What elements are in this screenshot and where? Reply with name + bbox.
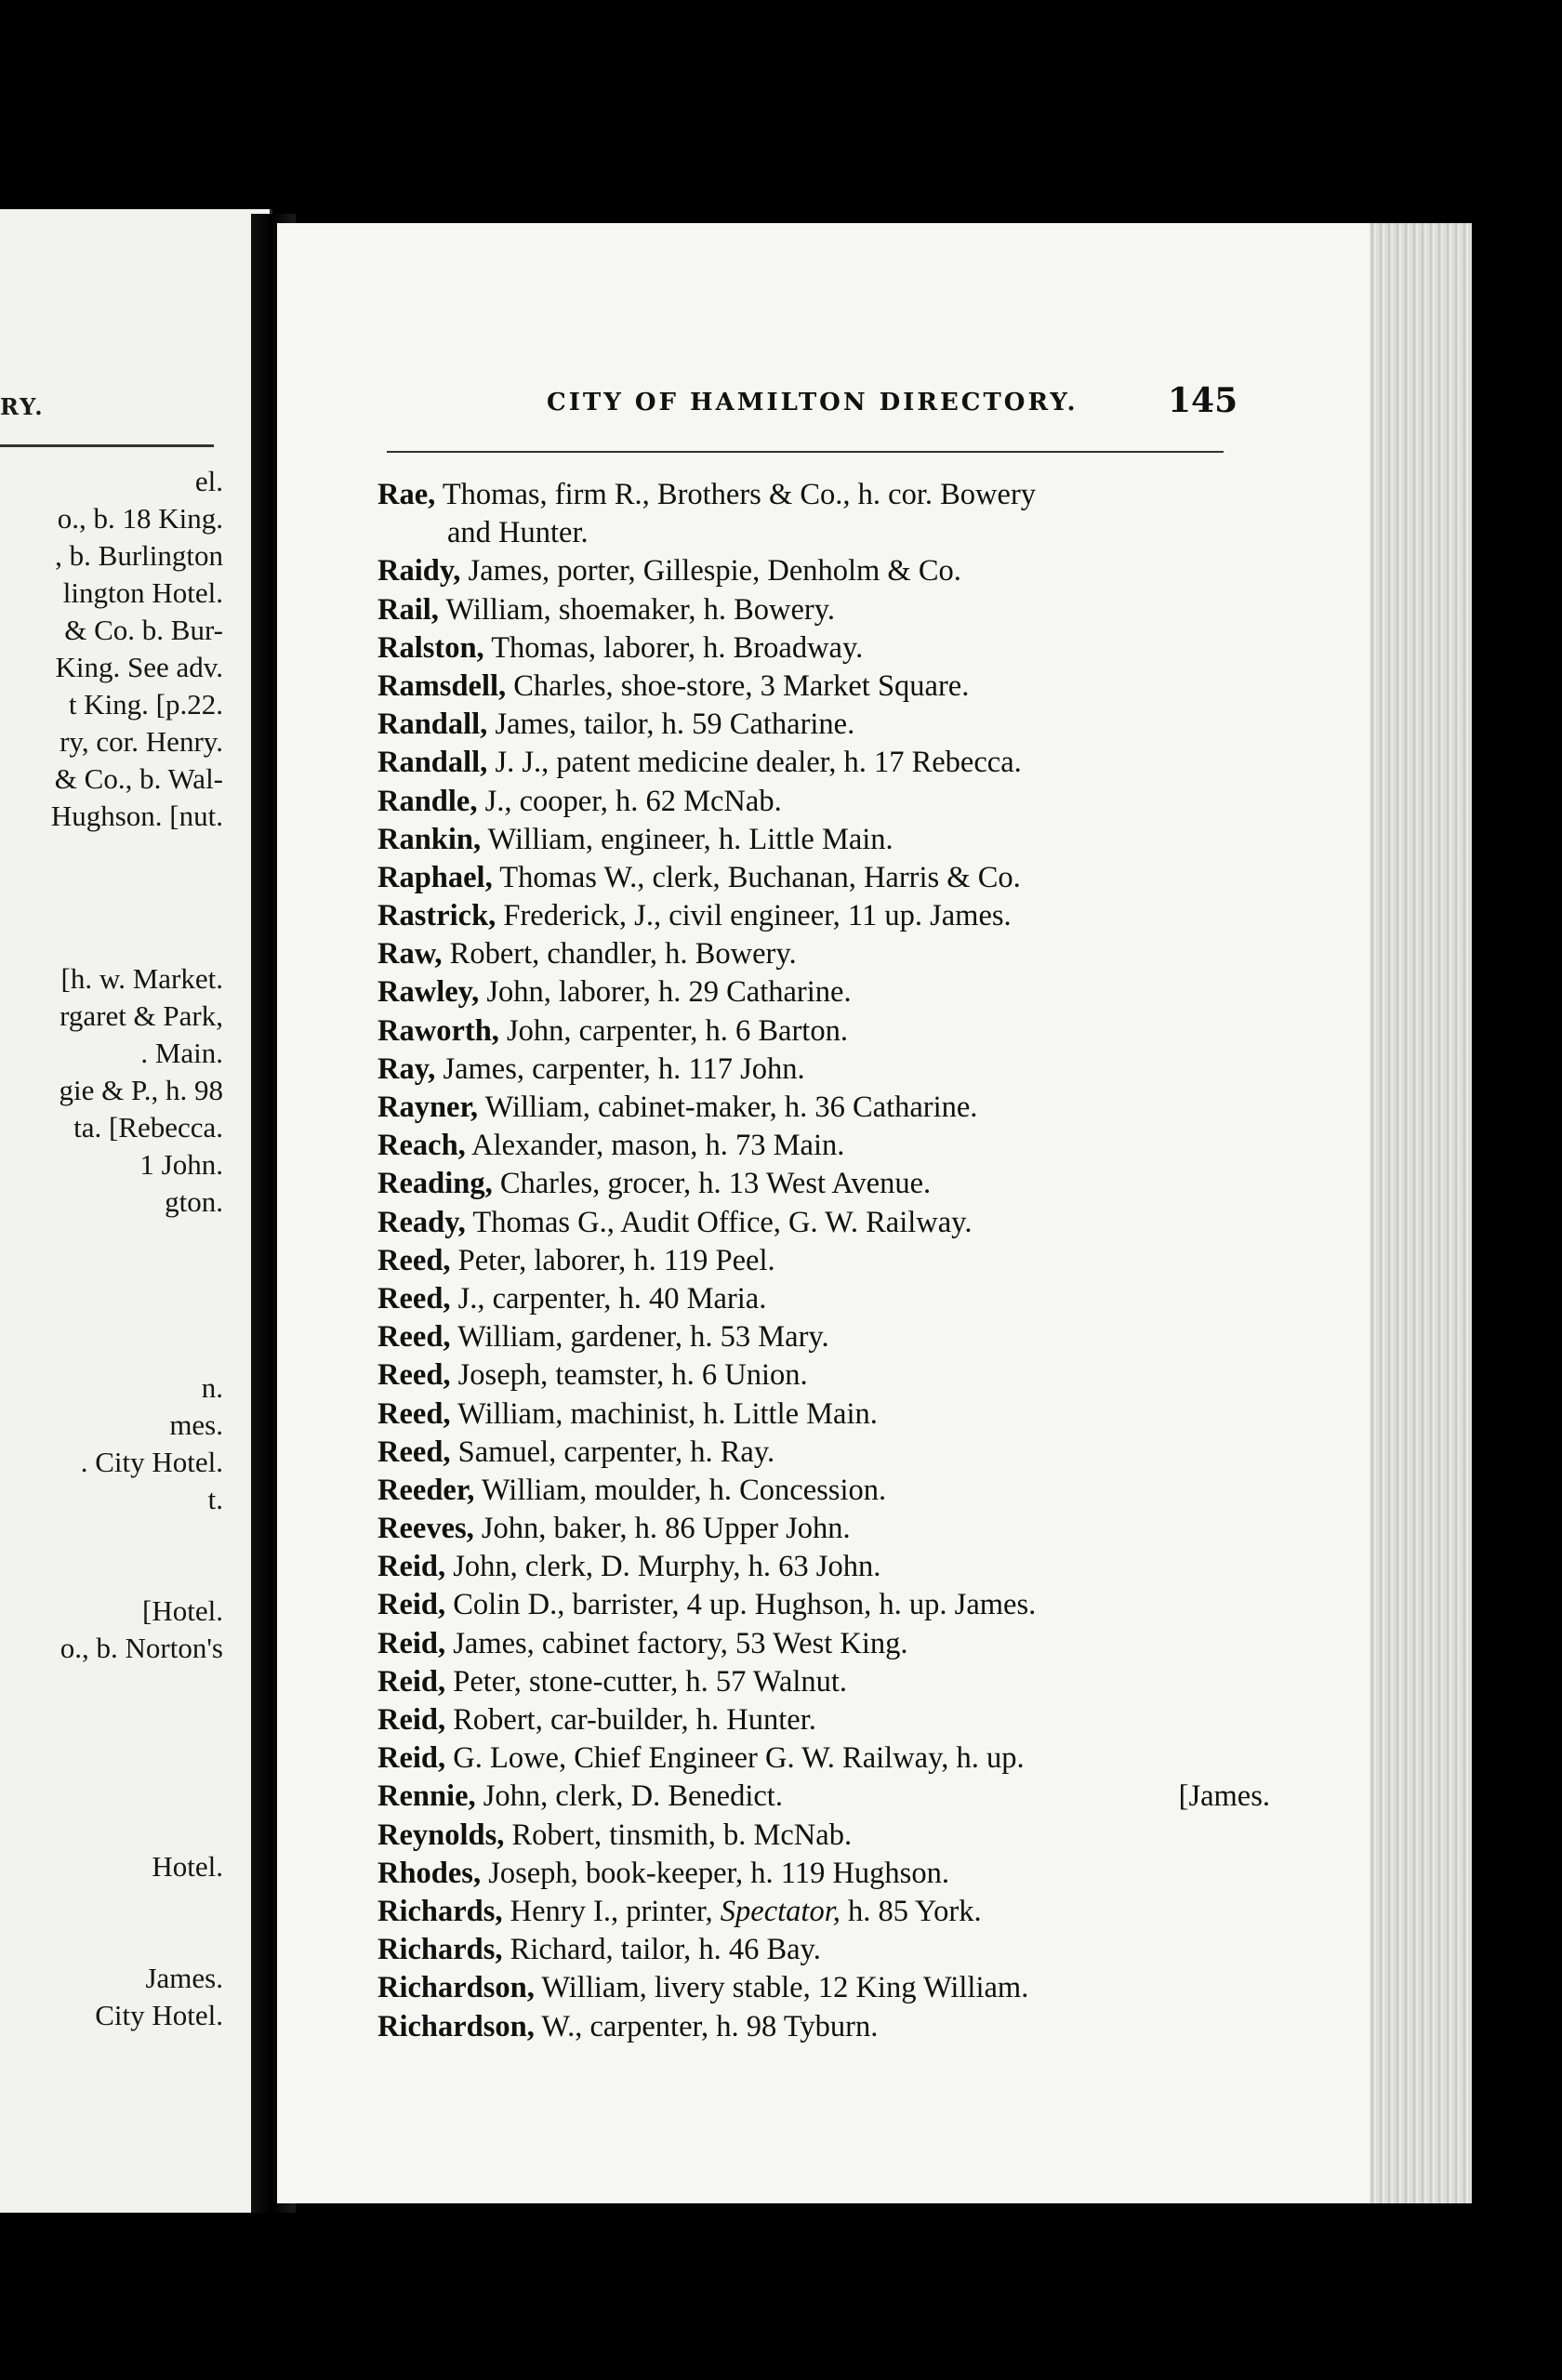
entry-surname: Rae, [377, 478, 436, 511]
entry-details: and Hunter. [447, 516, 589, 550]
directory-entry [377, 821, 1307, 859]
entry-surname: Rawley, [377, 975, 480, 1010]
entry-surname: Ready, [377, 1205, 466, 1239]
facing-page-line: King. See adv. [55, 651, 223, 683]
entry-details: James, carpenter, h. 117 John. [435, 1051, 805, 1086]
entry-details: William, cabinet-maker, h. 36 Catharine. [478, 1091, 978, 1124]
facing-page-line: ta. [Rebecca. [73, 1111, 223, 1144]
entry-surname: Randle, [377, 784, 478, 818]
directory-entries [377, 476, 1307, 2046]
directory-entry [377, 1204, 1307, 1242]
facing-page-line: James. [145, 1962, 223, 1994]
entry-surname: Rennie, [377, 1779, 476, 1814]
directory-entry [377, 859, 1307, 897]
directory-entry [377, 591, 1307, 629]
facing-page-header: RY. [0, 393, 45, 420]
facing-page-line: City Hotel. [95, 1999, 223, 2031]
entry-details: Thomas, firm R., Brothers & Co., h. cor. Bowery [435, 478, 1037, 511]
directory-entry [377, 1586, 1307, 1624]
entry-surname: Raworth, [377, 1013, 499, 1048]
facing-page-line: , b. Burlington [55, 539, 223, 572]
entry-details: John, laborer, h. 29 Catharine. [479, 975, 852, 1010]
entry-details: John, clerk, D. Benedict. [475, 1779, 783, 1814]
entry-details: Henry I., printer, [502, 1894, 721, 1928]
entry-surname: Reed, [377, 1435, 451, 1469]
entry-details: James, tailor, h. 59 Catharine. [487, 707, 855, 742]
directory-entry [377, 1778, 1307, 1816]
entry-surname: Reid, [377, 1703, 446, 1737]
facing-page-line: t King. [p.22. [68, 688, 223, 721]
facing-page-line: [Hotel. [142, 1594, 223, 1627]
directory-entry [377, 514, 1307, 552]
facing-page-line: Hotel. [152, 1850, 223, 1883]
entry-surname: Richards, [377, 1933, 503, 1967]
header-rule [387, 451, 1224, 453]
facing-page-line: gie & P., h. 98 [59, 1074, 223, 1106]
entry-turnover: [James. [1178, 1779, 1270, 1814]
entry-surname: Rayner, [377, 1091, 479, 1124]
entry-surname: Reeder, [377, 1473, 475, 1507]
entry-details: W., carpenter, h. 98 Tyburn. [534, 2009, 879, 2043]
facing-page-line: rgaret & Park, [60, 999, 223, 1032]
entry-details: William, moulder, h. Concession. [474, 1473, 887, 1507]
entry-surname: Raphael, [377, 860, 493, 894]
entry-details: William, shoemaker, h. Bowery. [438, 592, 836, 627]
directory-page [277, 223, 1472, 2203]
entry-surname: Reed, [377, 1281, 451, 1316]
entry-surname: Ray, [377, 1051, 436, 1086]
entry-surname: Reed, [377, 1358, 451, 1393]
directory-entry [377, 1318, 1307, 1356]
entry-surname: Reid, [377, 1588, 446, 1622]
page-edge [1370, 223, 1472, 2203]
directory-entry [377, 629, 1307, 668]
directory-entry [377, 2008, 1307, 2046]
page-number: 145 [1168, 381, 1238, 420]
entry-details: Thomas G., Audit Office, G. W. Railway. [465, 1205, 973, 1239]
facing-page-line: el. [194, 465, 223, 497]
entry-surname: Raidy, [377, 554, 461, 588]
entry-details: J. J., patent medicine dealer, h. 17 Rebecca. [487, 746, 1022, 780]
entry-details: Thomas, laborer, h. Broadway. [483, 630, 864, 665]
running-head: CITY OF HAMILTON DIRECTORY. [547, 389, 1079, 416]
entry-details: John, clerk, D. Murphy, h. 63 John. [445, 1550, 881, 1584]
entry-surname: Reid, [377, 1550, 446, 1584]
directory-entry [377, 1395, 1307, 1434]
directory-entry [377, 1242, 1307, 1280]
directory-entry [377, 1817, 1307, 1855]
entry-surname: Rankin, [377, 822, 482, 856]
directory-entry [377, 1931, 1307, 1969]
entry-details: James, porter, Gillespie, Denholm & Co. [460, 554, 961, 588]
entry-details: William, livery stable, 12 King William. [534, 1971, 1029, 2005]
directory-entry [377, 476, 1307, 514]
entry-details: William, machinist, h. Little Main. [450, 1396, 878, 1431]
entry-details: Alexander, mason, h. 73 Main. [465, 1129, 845, 1163]
entry-surname: Reynolds, [377, 1818, 505, 1852]
entry-surname: Rail, [377, 592, 439, 627]
facing-page-line: & Co., b. Wal- [54, 762, 223, 795]
directory-entry [377, 1855, 1307, 1893]
facing-page-line: . City Hotel. [80, 1446, 223, 1478]
entry-details: John, baker, h. 86 Upper John. [473, 1512, 851, 1546]
directory-entry [377, 973, 1307, 1012]
facing-page-line: n. [201, 1371, 223, 1404]
entry-details: Charles, grocer, h. 13 West Avenue. [492, 1167, 932, 1201]
entry-surname: Reading, [377, 1167, 493, 1201]
entry-surname: Reed, [377, 1396, 451, 1431]
entry-surname: Reid, [377, 1741, 446, 1776]
facing-page-rule [0, 444, 214, 447]
directory-entry [377, 1472, 1307, 1510]
entry-details: Robert, chandler, h. Bowery. [442, 937, 797, 972]
facing-page-left [0, 209, 272, 2213]
entry-details: Peter, laborer, h. 119 Peel. [450, 1243, 775, 1277]
entry-details: Thomas W., clerk, Buchanan, Harris & Co. [492, 860, 1021, 894]
entry-details: Joseph, teamster, h. 6 Union. [450, 1358, 808, 1393]
directory-entry [377, 1701, 1307, 1739]
entry-italic: Spectator, [720, 1894, 841, 1928]
entry-details: Frederick, J., civil engineer, 11 up. James. [496, 899, 1012, 933]
facing-page-line: [h. w. Market. [60, 962, 223, 995]
directory-entry [377, 1739, 1307, 1778]
directory-entry [377, 1089, 1307, 1127]
directory-entry [377, 1625, 1307, 1663]
facing-page-line: . Main. [140, 1037, 223, 1069]
entry-details: J., carpenter, h. 40 Maria. [450, 1281, 767, 1316]
directory-entry [377, 1663, 1307, 1701]
entry-surname: Randall, [377, 746, 488, 780]
entry-surname: Reid, [377, 1626, 446, 1660]
entry-details: Charles, shoe-store, 3 Market Square. [506, 668, 970, 703]
entry-surname: Randall, [377, 707, 488, 742]
entry-surname: Rhodes, [377, 1856, 482, 1890]
directory-entry [377, 744, 1307, 782]
directory-entry [377, 897, 1307, 935]
entry-details: William, engineer, h. Little Main. [481, 822, 894, 856]
facing-page-line: gton. [165, 1185, 223, 1218]
entry-details: Samuel, carpenter, h. Ray. [450, 1435, 775, 1469]
directory-entry [377, 1356, 1307, 1395]
facing-page-line: o., b. Norton's [60, 1632, 223, 1664]
directory-entry [377, 1012, 1307, 1051]
entry-details: Robert, car-builder, h. Hunter. [445, 1703, 816, 1737]
directory-entry [377, 1969, 1307, 2007]
entry-surname: Reach, [377, 1129, 466, 1163]
entry-surname: Raw, [377, 937, 443, 972]
directory-entry [377, 1127, 1307, 1165]
facing-page-line: Hughson. [nut. [50, 800, 223, 832]
entry-details: Peter, stone-cutter, h. 57 Walnut. [445, 1664, 848, 1699]
entry-surname: Richards, [377, 1894, 503, 1928]
directory-entry [377, 1548, 1307, 1586]
directory-entry [377, 1051, 1307, 1089]
directory-entry [377, 668, 1307, 706]
entry-details: Robert, tinsmith, b. McNab. [504, 1818, 853, 1852]
entry-surname: Reed, [377, 1243, 451, 1277]
directory-entry [377, 1280, 1307, 1318]
entry-surname: Reed, [377, 1320, 451, 1355]
facing-page-line: mes. [169, 1408, 223, 1441]
directory-entry [377, 1893, 1307, 1931]
directory-entry [377, 552, 1307, 590]
entry-details: William, gardener, h. 53 Mary. [450, 1320, 829, 1355]
entry-details: Richard, tailor, h. 46 Bay. [502, 1933, 821, 1967]
entry-details: Colin D., barrister, 4 up. Hughson, h. up. James. [445, 1588, 1037, 1622]
facing-page-line: o., b. 18 King. [57, 502, 223, 535]
entry-details: J., cooper, h. 62 McNab. [477, 784, 782, 818]
entry-surname: Ralston, [377, 630, 484, 665]
entry-surname: Reeves, [377, 1512, 474, 1546]
entry-surname: Reid, [377, 1664, 446, 1699]
directory-entry [377, 706, 1307, 744]
entry-surname: Richardson, [377, 1971, 535, 2005]
facing-page-line: t. [207, 1483, 223, 1515]
entry-surname: Richardson, [377, 2009, 535, 2043]
entry-surname: Ramsdell, [377, 668, 507, 703]
directory-entry [377, 1165, 1307, 1203]
directory-entry [377, 783, 1307, 821]
directory-entry [377, 1434, 1307, 1472]
entry-surname: Rastrick, [377, 899, 496, 933]
entry-details: G. Lowe, Chief Engineer G. W. Railway, h. up. [445, 1741, 1025, 1776]
entry-details: James, cabinet factory, 53 West King. [445, 1626, 908, 1660]
entry-details: Joseph, book-keeper, h. 119 Hughson. [481, 1856, 949, 1890]
facing-page-line: & Co. b. Bur- [64, 614, 223, 646]
directory-entry [377, 1510, 1307, 1548]
facing-page-line: lington Hotel. [62, 576, 223, 609]
directory-entry [377, 935, 1307, 973]
facing-page-line: 1 John. [139, 1148, 223, 1181]
entry-details: John, carpenter, h. 6 Barton. [498, 1013, 848, 1048]
facing-page-line: ry, cor. Henry. [60, 725, 223, 758]
entry-details-cont: h. 85 York. [840, 1894, 982, 1928]
